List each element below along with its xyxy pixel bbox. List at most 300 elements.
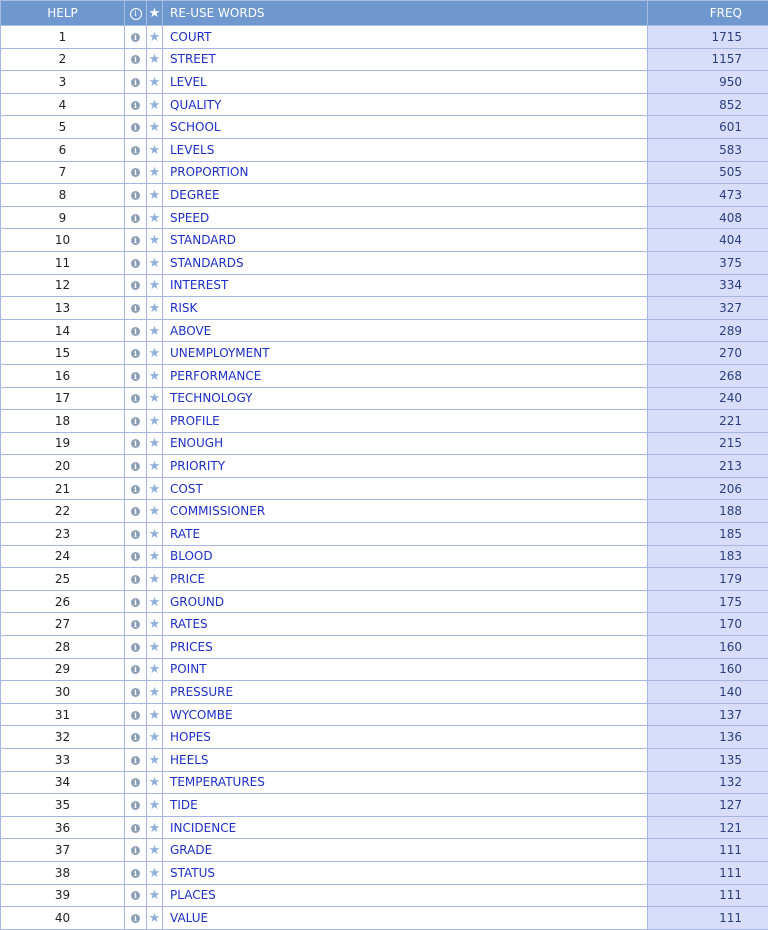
star-icon[interactable]: ★	[148, 843, 161, 859]
star-cell[interactable]	[147, 26, 163, 49]
freq-cell: 140	[648, 681, 768, 704]
word-link[interactable]: PROPORTION	[170, 165, 249, 180]
word-link[interactable]: POINT	[170, 662, 207, 677]
star-cell[interactable]	[147, 590, 163, 613]
info-cell[interactable]	[125, 206, 147, 229]
star-cell[interactable]	[147, 839, 163, 862]
info-icon[interactable]: i	[131, 914, 140, 923]
word-cell	[163, 726, 648, 749]
star-icon[interactable]: ★	[148, 752, 161, 768]
freq-cell: 160	[648, 636, 768, 659]
info-icon[interactable]: i	[131, 620, 140, 629]
word-link[interactable]: DEGREE	[170, 187, 220, 202]
table-row	[1, 839, 768, 862]
freq-cell: 334	[648, 274, 768, 297]
info-icon[interactable]: i	[131, 33, 140, 42]
freq-cell: 1715	[648, 26, 768, 49]
info-icon[interactable]: i	[131, 507, 140, 516]
row-number: 20	[1, 455, 125, 478]
word-cell	[163, 161, 648, 184]
info-cell[interactable]	[125, 861, 147, 884]
info-icon[interactable]: i	[131, 78, 140, 87]
star-cell[interactable]	[147, 907, 163, 930]
star-cell[interactable]	[147, 523, 163, 546]
star-cell[interactable]	[147, 251, 163, 274]
star-cell[interactable]	[147, 613, 163, 636]
row-number: 14	[1, 319, 125, 342]
info-icon[interactable]: i	[131, 801, 140, 810]
table-row	[1, 297, 768, 320]
row-number: 24	[1, 545, 125, 568]
star-cell[interactable]	[147, 364, 163, 387]
row-number: 21	[1, 477, 125, 500]
star-cell[interactable]	[147, 771, 163, 794]
info-cell[interactable]	[125, 93, 147, 116]
info-icon[interactable]: i	[131, 824, 140, 833]
table-body	[1, 26, 768, 930]
star-cell[interactable]	[147, 726, 163, 749]
star-cell[interactable]	[147, 274, 163, 297]
word-link[interactable]: COURT	[170, 29, 212, 44]
word-link[interactable]: TECHNOLOGY	[170, 391, 253, 406]
freq-cell: 132	[648, 771, 768, 794]
freq-cell: 188	[648, 500, 768, 523]
star-icon[interactable]: ★	[148, 413, 161, 429]
word-link[interactable]: SPEED	[170, 210, 210, 225]
star-cell[interactable]	[147, 861, 163, 884]
star-icon[interactable]: ★	[148, 594, 161, 610]
freq-cell: 240	[648, 387, 768, 410]
row-number: 27	[1, 613, 125, 636]
word-cell	[163, 432, 648, 455]
help-header[interactable]	[1, 1, 125, 26]
info-cell[interactable]	[125, 161, 147, 184]
word-cell	[163, 794, 648, 817]
word-cell	[163, 455, 648, 478]
word-link[interactable]: STANDARD	[170, 233, 237, 248]
row-number: 36	[1, 816, 125, 839]
star-icon[interactable]: ★	[148, 685, 161, 701]
row-number: 11	[1, 251, 125, 274]
word-cell	[163, 703, 648, 726]
freq-cell: 137	[648, 703, 768, 726]
info-cell[interactable]	[125, 636, 147, 659]
info-icon[interactable]: i	[131, 711, 140, 720]
info-cell[interactable]	[125, 455, 147, 478]
word-cell	[163, 26, 648, 49]
star-icon[interactable]: ★	[148, 74, 161, 90]
info-icon[interactable]: i	[131, 552, 140, 561]
star-icon[interactable]: ★	[148, 572, 161, 588]
table-row	[1, 455, 768, 478]
word-link[interactable]: PRICES	[170, 639, 213, 654]
word-link[interactable]: INTEREST	[170, 278, 229, 293]
freq-cell: 111	[648, 861, 768, 884]
info-cell[interactable]	[125, 523, 147, 546]
star-cell[interactable]	[147, 71, 163, 94]
freq-cell: 183	[648, 545, 768, 568]
info-cell[interactable]	[125, 410, 147, 433]
star-cell[interactable]	[147, 387, 163, 410]
info-icon[interactable]: i	[131, 123, 140, 132]
info-icon[interactable]: i	[131, 394, 140, 403]
star-icon[interactable]: ★	[148, 97, 161, 113]
freq-cell: 135	[648, 749, 768, 772]
star-cell[interactable]	[147, 93, 163, 116]
word-link[interactable]: PRIORITY	[170, 459, 226, 474]
row-number: 28	[1, 636, 125, 659]
info-cell[interactable]	[125, 48, 147, 71]
info-icon[interactable]: i	[131, 778, 140, 787]
row-number: 16	[1, 364, 125, 387]
info-cell[interactable]	[125, 387, 147, 410]
info-icon[interactable]: i	[131, 688, 140, 697]
info-cell[interactable]	[125, 568, 147, 591]
word-link[interactable]: ENOUGH	[170, 436, 224, 451]
star-cell[interactable]	[147, 48, 163, 71]
info-cell[interactable]	[125, 297, 147, 320]
freq-cell: 175	[648, 590, 768, 613]
star-cell[interactable]	[147, 116, 163, 139]
star-icon[interactable]: ★	[148, 210, 161, 226]
info-cell[interactable]	[125, 749, 147, 772]
table-row	[1, 884, 768, 907]
info-icon[interactable]: i	[131, 101, 140, 110]
info-cell[interactable]	[125, 545, 147, 568]
info-cell[interactable]	[125, 816, 147, 839]
star-icon[interactable]: ★	[148, 346, 161, 362]
star-cell[interactable]	[147, 681, 163, 704]
freq-cell: 270	[648, 342, 768, 365]
info-icon[interactable]: i	[131, 643, 140, 652]
table-row	[1, 500, 768, 523]
word-cell	[163, 907, 648, 930]
table-row	[1, 590, 768, 613]
star-cell[interactable]	[147, 319, 163, 342]
info-cell[interactable]	[125, 138, 147, 161]
freq-cell: 206	[648, 477, 768, 500]
info-cell[interactable]	[125, 884, 147, 907]
table-row	[1, 568, 768, 591]
info-cell[interactable]	[125, 613, 147, 636]
word-link[interactable]: INCIDENCE	[170, 820, 237, 835]
star-icon[interactable]: ★	[148, 910, 161, 926]
info-icon[interactable]: i	[131, 55, 140, 64]
table-row	[1, 387, 768, 410]
star-icon[interactable]: ★	[148, 323, 161, 339]
info-cell[interactable]	[125, 364, 147, 387]
info-icon[interactable]: i	[131, 756, 140, 765]
row-number: 19	[1, 432, 125, 455]
star-icon[interactable]: ★	[148, 52, 161, 68]
freq-cell: 375	[648, 251, 768, 274]
star-cell[interactable]	[147, 410, 163, 433]
word-link[interactable]: STATUS	[170, 865, 216, 880]
row-number: 7	[1, 161, 125, 184]
star-cell[interactable]	[147, 636, 163, 659]
word-cell	[163, 613, 648, 636]
info-cell[interactable]	[125, 342, 147, 365]
word-cell	[163, 658, 648, 681]
info-icon[interactable]: i	[131, 665, 140, 674]
freq-cell: 170	[648, 613, 768, 636]
star-icon[interactable]: ★	[148, 233, 161, 249]
info-icon[interactable]: i	[131, 281, 140, 290]
star-cell[interactable]	[147, 794, 163, 817]
star-cell[interactable]	[147, 342, 163, 365]
word-link[interactable]: STREET	[170, 52, 216, 67]
word-link[interactable]: BLOOD	[170, 549, 213, 564]
word-link[interactable]: VALUE	[170, 910, 209, 925]
word-cell	[163, 771, 648, 794]
word-link[interactable]: RATE	[170, 526, 201, 541]
info-cell[interactable]	[125, 794, 147, 817]
star-icon[interactable]: ★	[148, 617, 161, 633]
info-cell[interactable]	[125, 658, 147, 681]
star-icon[interactable]: ★	[148, 730, 161, 746]
word-link[interactable]: LEVELS	[170, 142, 215, 157]
star-icon[interactable]: ★	[148, 278, 161, 294]
word-link[interactable]: PERFORMANCE	[170, 368, 262, 383]
info-icon[interactable]: i	[131, 846, 140, 855]
table-row	[1, 636, 768, 659]
star-icon[interactable]: ★	[148, 865, 161, 881]
row-number: 33	[1, 749, 125, 772]
word-cell	[163, 545, 648, 568]
info-icon: i	[130, 8, 142, 20]
info-icon[interactable]: i	[131, 327, 140, 336]
star-icon[interactable]: ★	[148, 300, 161, 316]
star-cell[interactable]	[147, 545, 163, 568]
word-link[interactable]: COMMISSIONER	[170, 504, 266, 519]
info-icon[interactable]: i	[131, 417, 140, 426]
star-icon[interactable]: ★	[148, 888, 161, 904]
word-cell	[163, 319, 648, 342]
star-cell[interactable]	[147, 455, 163, 478]
star-icon[interactable]: ★	[148, 639, 161, 655]
row-number: 17	[1, 387, 125, 410]
word-cell	[163, 297, 648, 320]
info-icon[interactable]: i	[131, 462, 140, 471]
word-cell	[163, 884, 648, 907]
word-link[interactable]: HOPES	[170, 730, 211, 745]
table-row	[1, 749, 768, 772]
info-cell[interactable]	[125, 590, 147, 613]
word-link[interactable]: HEELS	[170, 752, 209, 767]
word-link[interactable]: PRESSURE	[170, 685, 234, 700]
star-cell[interactable]	[147, 816, 163, 839]
info-icon[interactable]: i	[131, 530, 140, 539]
info-cell[interactable]	[125, 771, 147, 794]
star-icon[interactable]: ★	[148, 526, 161, 542]
word-link[interactable]: UNEMPLOYMENT	[170, 346, 270, 361]
table-row	[1, 206, 768, 229]
word-cell	[163, 229, 648, 252]
info-icon[interactable]: i	[131, 259, 140, 268]
word-link[interactable]: RATES	[170, 617, 208, 632]
row-number: 30	[1, 681, 125, 704]
info-cell[interactable]	[125, 432, 147, 455]
freq-label: FREQ	[709, 6, 742, 20]
star-cell[interactable]	[147, 184, 163, 207]
star-cell[interactable]	[147, 432, 163, 455]
star-icon[interactable]: ★	[148, 368, 161, 384]
star-icon[interactable]: ★	[148, 459, 161, 475]
info-icon[interactable]: i	[131, 485, 140, 494]
star-cell[interactable]	[147, 206, 163, 229]
word-link[interactable]: STANDARDS	[170, 255, 244, 270]
word-link[interactable]: LEVEL	[170, 74, 207, 89]
info-icon[interactable]: i	[131, 168, 140, 177]
info-icon[interactable]: i	[131, 869, 140, 878]
freq-cell: 111	[648, 884, 768, 907]
word-link[interactable]: COST	[170, 481, 203, 496]
word-cell	[163, 477, 648, 500]
info-icon[interactable]: i	[131, 372, 140, 381]
word-cell	[163, 636, 648, 659]
freq-cell: 289	[648, 319, 768, 342]
info-icon[interactable]: i	[131, 191, 140, 200]
word-cell	[163, 48, 648, 71]
row-number: 6	[1, 138, 125, 161]
star-cell[interactable]	[147, 500, 163, 523]
info-cell[interactable]	[125, 71, 147, 94]
star-icon[interactable]: ★	[148, 255, 161, 271]
star-icon[interactable]: ★	[148, 820, 161, 836]
info-icon[interactable]: i	[131, 304, 140, 313]
word-link[interactable]: QUALITY	[170, 97, 222, 112]
word-link[interactable]: PROFILE	[170, 413, 220, 428]
info-cell[interactable]	[125, 681, 147, 704]
info-icon[interactable]: i	[131, 439, 140, 448]
word-link[interactable]: GROUND	[170, 594, 225, 609]
freq-cell: 213	[648, 455, 768, 478]
info-cell[interactable]	[125, 251, 147, 274]
info-cell[interactable]	[125, 703, 147, 726]
freq-cell: 215	[648, 432, 768, 455]
word-link[interactable]: TIDE	[170, 797, 198, 812]
star-cell[interactable]	[147, 884, 163, 907]
freq-cell: 473	[648, 184, 768, 207]
info-cell[interactable]	[125, 26, 147, 49]
word-cell	[163, 364, 648, 387]
info-cell[interactable]	[125, 500, 147, 523]
info-cell[interactable]	[125, 184, 147, 207]
word-link[interactable]: ABOVE	[170, 323, 212, 338]
row-number: 12	[1, 274, 125, 297]
star-icon[interactable]: ★	[148, 391, 161, 407]
word-cell	[163, 410, 648, 433]
info-icon[interactable]: i	[131, 236, 140, 245]
table-row	[1, 229, 768, 252]
star-icon[interactable]: ★	[148, 481, 161, 497]
star-icon[interactable]: ★	[148, 504, 161, 520]
word-link[interactable]: TEMPERATURES	[170, 775, 265, 790]
star-cell[interactable]	[147, 703, 163, 726]
word-link[interactable]: WYCOMBE	[170, 707, 233, 722]
freq-cell: 583	[648, 138, 768, 161]
star-cell[interactable]	[147, 658, 163, 681]
info-cell[interactable]	[125, 319, 147, 342]
word-link[interactable]: PLACES	[170, 888, 216, 903]
freq-cell: 111	[648, 907, 768, 930]
word-cell	[163, 590, 648, 613]
info-cell[interactable]	[125, 726, 147, 749]
info-cell[interactable]	[125, 274, 147, 297]
table-row	[1, 161, 768, 184]
star-icon[interactable]: ★	[148, 142, 161, 158]
star-icon[interactable]: ★	[148, 120, 161, 136]
info-icon[interactable]: i	[131, 891, 140, 900]
row-number: 18	[1, 410, 125, 433]
table-row	[1, 613, 768, 636]
row-number: 4	[1, 93, 125, 116]
word-cell	[163, 71, 648, 94]
row-number: 10	[1, 229, 125, 252]
star-cell[interactable]	[147, 161, 163, 184]
star-cell[interactable]	[147, 138, 163, 161]
star-cell[interactable]	[147, 749, 163, 772]
info-cell[interactable]	[125, 477, 147, 500]
star-icon[interactable]: ★	[148, 662, 161, 678]
table-row	[1, 771, 768, 794]
star-icon[interactable]: ★	[148, 707, 161, 723]
row-number: 39	[1, 884, 125, 907]
row-number: 35	[1, 794, 125, 817]
info-icon[interactable]: i	[131, 598, 140, 607]
info-icon[interactable]: i	[131, 146, 140, 155]
star-cell[interactable]	[147, 229, 163, 252]
star-icon[interactable]: ★	[148, 187, 161, 203]
word-link[interactable]: SCHOOL	[170, 120, 221, 135]
star-icon[interactable]: ★	[148, 436, 161, 452]
info-header	[125, 1, 147, 26]
info-icon[interactable]: i	[131, 575, 140, 584]
word-cell	[163, 274, 648, 297]
info-cell[interactable]	[125, 116, 147, 139]
help-label[interactable]: HELP	[47, 6, 78, 20]
star-cell[interactable]	[147, 477, 163, 500]
table-row	[1, 703, 768, 726]
table-row	[1, 319, 768, 342]
word-link[interactable]: GRADE	[170, 843, 213, 858]
star-icon[interactable]: ★	[148, 165, 161, 181]
info-cell[interactable]	[125, 839, 147, 862]
star-icon[interactable]: ★	[148, 29, 161, 45]
freq-cell: 327	[648, 297, 768, 320]
star-icon[interactable]: ★	[148, 775, 161, 791]
info-cell[interactable]	[125, 229, 147, 252]
star-icon[interactable]: ★	[148, 797, 161, 813]
info-icon[interactable]: i	[131, 733, 140, 742]
freq-cell: 121	[648, 816, 768, 839]
table-row	[1, 658, 768, 681]
word-cell	[163, 93, 648, 116]
info-cell[interactable]	[125, 907, 147, 930]
star-cell[interactable]	[147, 568, 163, 591]
word-link[interactable]: PRICE	[170, 572, 206, 587]
freq-cell: 601	[648, 116, 768, 139]
freq-cell: 111	[648, 839, 768, 862]
word-cell	[163, 523, 648, 546]
star-icon: ★	[148, 5, 161, 21]
freq-header	[648, 1, 768, 26]
star-icon[interactable]: ★	[148, 549, 161, 565]
star-cell[interactable]	[147, 297, 163, 320]
word-link[interactable]: RISK	[170, 300, 198, 315]
info-icon[interactable]: i	[131, 214, 140, 223]
info-icon[interactable]: i	[131, 349, 140, 358]
